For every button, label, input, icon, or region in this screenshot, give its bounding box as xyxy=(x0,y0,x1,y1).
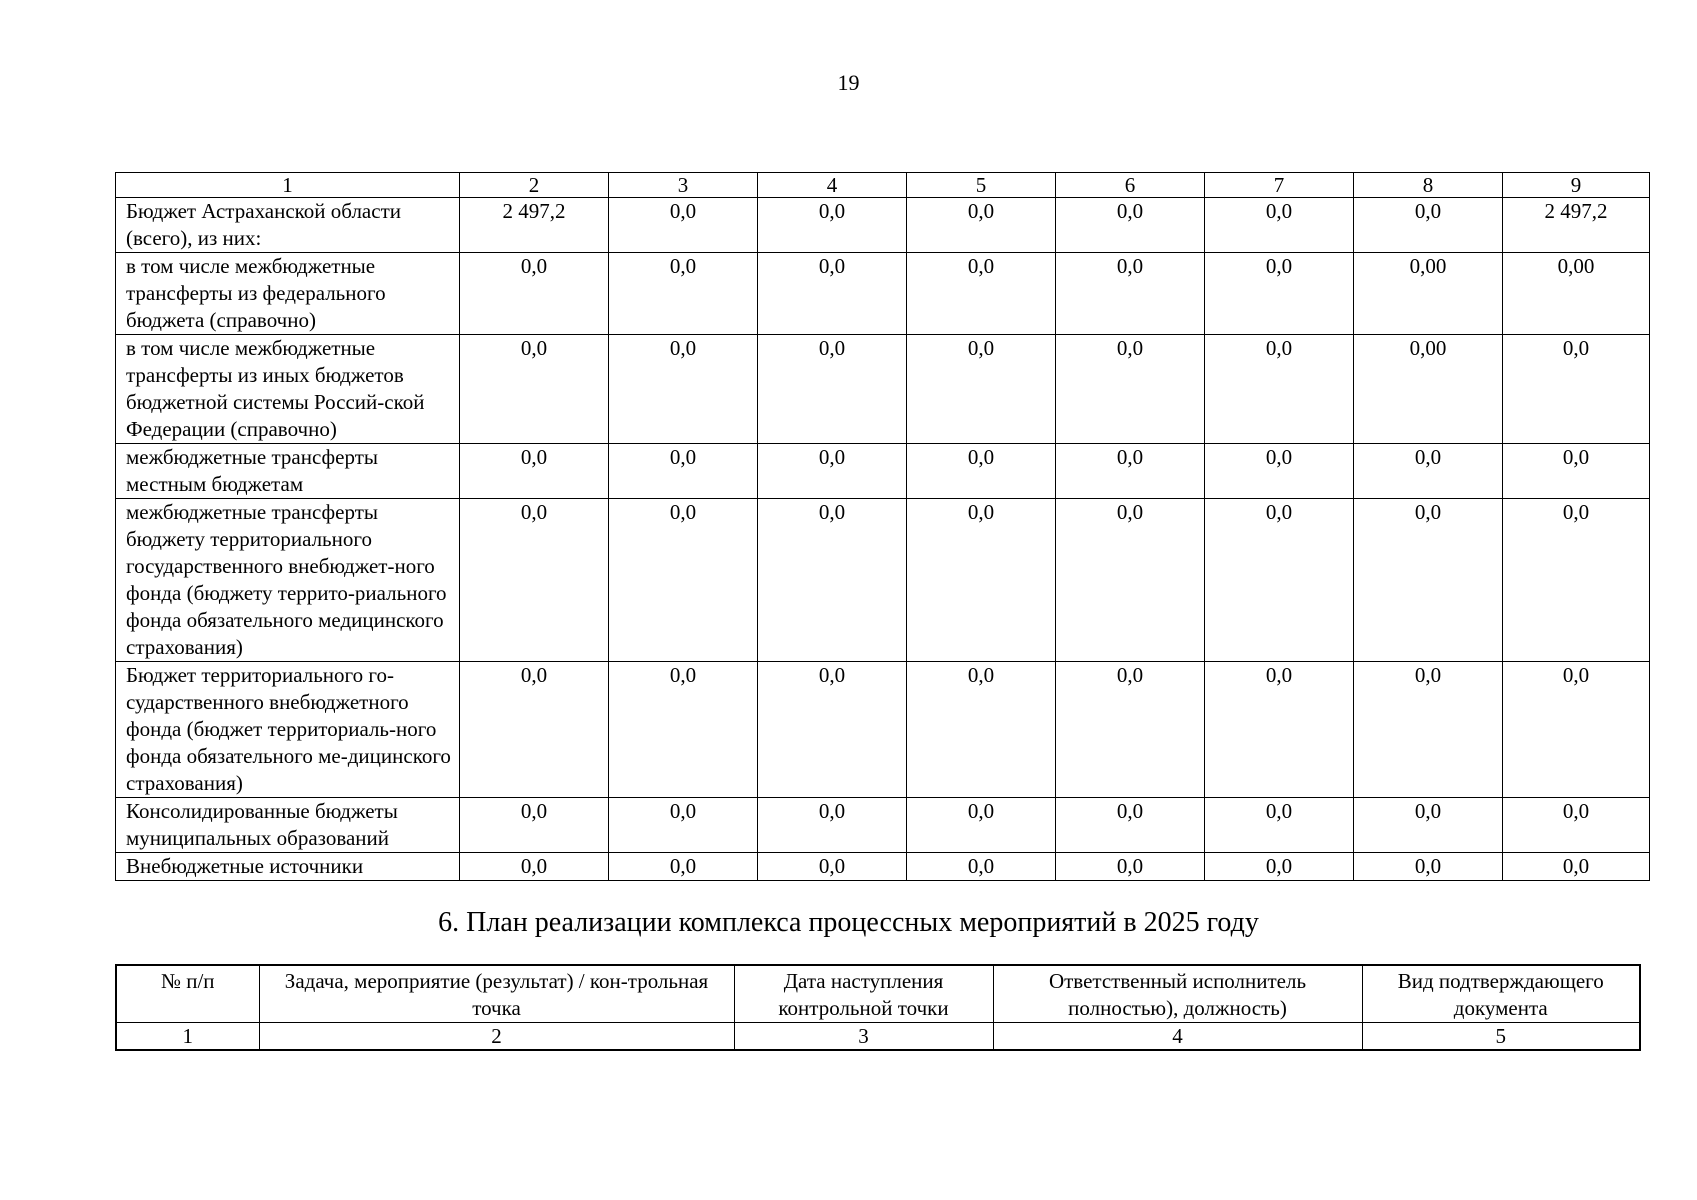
budget-table xyxy=(115,172,1650,881)
value-cell: 0,0 xyxy=(758,798,907,853)
value-cell: 0,0 xyxy=(1205,335,1354,444)
value-cell: 0,0 xyxy=(1205,798,1354,853)
budget-header-cell: 5 xyxy=(907,173,1056,198)
value-cell: 0,0 xyxy=(907,853,1056,881)
budget-table-header-row xyxy=(116,173,1650,198)
table-row xyxy=(116,499,1650,662)
value-cell: 0,00 xyxy=(1354,253,1503,335)
value-cell: 0,0 xyxy=(907,662,1056,798)
row-label: межбюджетные трансферты местным бюджетам xyxy=(116,444,460,499)
budget-header-cell: 2 xyxy=(460,173,609,198)
value-cell: 0,0 xyxy=(1056,253,1205,335)
budget-header-cell: 4 xyxy=(758,173,907,198)
plan-header-cell: Задача, мероприятие (результат) / кон-трольная точка xyxy=(259,965,734,1023)
budget-header-cell: 9 xyxy=(1503,173,1650,198)
plan-table-header-row xyxy=(116,965,1640,1023)
plan-header-cell: № п/п xyxy=(116,965,259,1023)
value-cell: 0,0 xyxy=(1056,335,1205,444)
plan-table xyxy=(115,964,1641,1051)
value-cell: 0,0 xyxy=(1056,198,1205,253)
row-label: Внебюджетные источники xyxy=(116,853,460,881)
value-cell: 0,0 xyxy=(609,853,758,881)
value-cell: 0,0 xyxy=(609,335,758,444)
row-label: в том числе межбюджетные трансферты из иных бюджетов бюджетной системы Россий-ской Федерации (справочно) xyxy=(116,335,460,444)
value-cell: 0,0 xyxy=(1354,853,1503,881)
table-row xyxy=(116,798,1650,853)
value-cell: 0,0 xyxy=(460,444,609,499)
value-cell: 0,00 xyxy=(1503,253,1650,335)
value-cell: 0,0 xyxy=(609,499,758,662)
value-cell: 0,0 xyxy=(1354,198,1503,253)
table-row xyxy=(116,853,1650,881)
value-cell: 0,0 xyxy=(609,662,758,798)
plan-index-cell: 1 xyxy=(116,1023,259,1051)
budget-header-cell: 7 xyxy=(1205,173,1354,198)
value-cell: 0,0 xyxy=(460,662,609,798)
table-row xyxy=(116,335,1650,444)
value-cell: 0,0 xyxy=(1354,499,1503,662)
value-cell: 0,0 xyxy=(1354,444,1503,499)
plan-header-cell: Дата наступления контрольной точки xyxy=(734,965,993,1023)
value-cell: 0,0 xyxy=(758,853,907,881)
row-label: в том числе межбюджетные трансферты из федерального бюджета (справочно) xyxy=(116,253,460,335)
value-cell: 0,0 xyxy=(907,499,1056,662)
budget-header-cell: 3 xyxy=(609,173,758,198)
budget-header-cell: 1 xyxy=(116,173,460,198)
table-row xyxy=(116,662,1650,798)
value-cell: 0,0 xyxy=(758,444,907,499)
value-cell: 0,0 xyxy=(609,198,758,253)
section-title: 6. План реализации комплекса процессных мероприятий в 2025 году xyxy=(438,907,1259,938)
value-cell: 0,0 xyxy=(907,335,1056,444)
value-cell: 0,0 xyxy=(1503,853,1650,881)
plan-index-cell: 2 xyxy=(259,1023,734,1051)
value-cell: 0,0 xyxy=(758,335,907,444)
value-cell: 0,0 xyxy=(460,253,609,335)
value-cell: 0,0 xyxy=(460,853,609,881)
value-cell: 0,0 xyxy=(609,253,758,335)
value-cell: 0,0 xyxy=(758,662,907,798)
value-cell: 0,0 xyxy=(1056,444,1205,499)
table-row xyxy=(116,198,1650,253)
value-cell: 0,0 xyxy=(1503,444,1650,499)
value-cell: 0,0 xyxy=(609,798,758,853)
plan-index-cell: 5 xyxy=(1362,1023,1640,1051)
value-cell: 0,0 xyxy=(1205,499,1354,662)
value-cell: 2 497,2 xyxy=(1503,198,1650,253)
value-cell: 0,0 xyxy=(907,444,1056,499)
value-cell: 0,0 xyxy=(1354,798,1503,853)
row-label: межбюджетные трансферты бюджету территориального государственного внебюджет-ного фонда (бюджету террито-риального фонда обязательного медицинского страхования) xyxy=(116,499,460,662)
value-cell: 0,0 xyxy=(907,253,1056,335)
value-cell: 0,0 xyxy=(1056,662,1205,798)
value-cell: 0,0 xyxy=(460,798,609,853)
budget-header-cell: 6 xyxy=(1056,173,1205,198)
value-cell: 0,0 xyxy=(1205,198,1354,253)
value-cell: 0,0 xyxy=(460,499,609,662)
value-cell: 0,0 xyxy=(1205,853,1354,881)
page-number: 19 xyxy=(837,70,860,95)
value-cell: 0,00 xyxy=(1354,335,1503,444)
value-cell: 0,0 xyxy=(1503,335,1650,444)
row-label: Бюджет территориального го-сударственного внебюджетного фонда (бюджет территориаль-ного фонда обязательного ме-дицинского страхования) xyxy=(116,662,460,798)
value-cell: 0,0 xyxy=(1056,798,1205,853)
value-cell: 0,0 xyxy=(907,798,1056,853)
value-cell: 2 497,2 xyxy=(460,198,609,253)
table-row xyxy=(116,444,1650,499)
plan-header-cell: Вид подтверждающего документа xyxy=(1362,965,1640,1023)
plan-header-cell: Ответственный исполнитель полностью), должность) xyxy=(993,965,1362,1023)
value-cell: 0,0 xyxy=(1354,662,1503,798)
value-cell: 0,0 xyxy=(1205,253,1354,335)
value-cell: 0,0 xyxy=(1503,499,1650,662)
plan-table-index-row xyxy=(116,1023,1640,1051)
value-cell: 0,0 xyxy=(758,253,907,335)
value-cell: 0,0 xyxy=(758,198,907,253)
value-cell: 0,0 xyxy=(1056,853,1205,881)
row-label: Консолидированные бюджеты муниципальных образований xyxy=(116,798,460,853)
value-cell: 0,0 xyxy=(1056,499,1205,662)
value-cell: 0,0 xyxy=(609,444,758,499)
plan-index-cell: 3 xyxy=(734,1023,993,1051)
plan-index-cell: 4 xyxy=(993,1023,1362,1051)
value-cell: 0,0 xyxy=(1503,798,1650,853)
value-cell: 0,0 xyxy=(1503,662,1650,798)
value-cell: 0,0 xyxy=(1205,662,1354,798)
value-cell: 0,0 xyxy=(758,499,907,662)
value-cell: 0,0 xyxy=(907,198,1056,253)
value-cell: 0,0 xyxy=(1205,444,1354,499)
row-label: Бюджет Астраханской области (всего), из них: xyxy=(116,198,460,253)
value-cell: 0,0 xyxy=(460,335,609,444)
table-row xyxy=(116,253,1650,335)
budget-header-cell: 8 xyxy=(1354,173,1503,198)
